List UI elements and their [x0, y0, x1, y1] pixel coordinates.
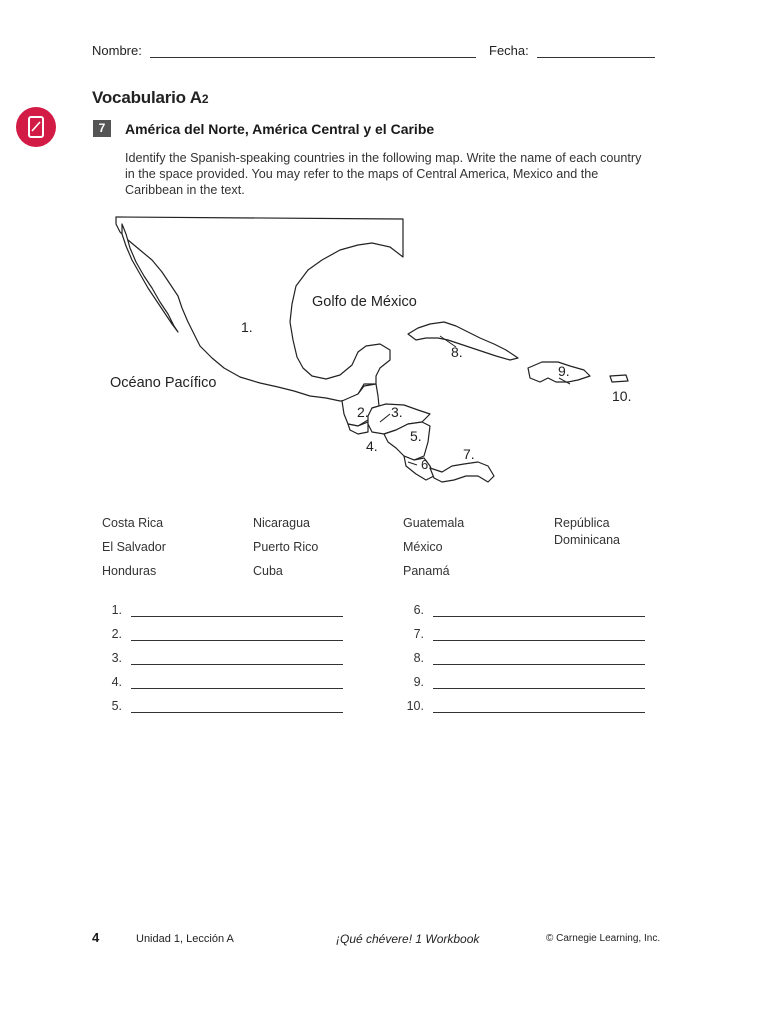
map-marker-6: 6. — [421, 457, 432, 472]
answer-number: 3. — [111, 651, 122, 665]
answer-line-5[interactable] — [131, 712, 343, 713]
answer-column-right — [398, 603, 648, 723]
map-marker-10: 10. — [612, 388, 632, 404]
word-bank-item: Dominicana — [554, 533, 621, 547]
answer-row — [398, 699, 648, 723]
activity-title: América del Norte, América Central y el Caribe — [125, 121, 435, 137]
word-bank-item: Nicaragua — [253, 516, 310, 530]
answer-line-3[interactable] — [131, 664, 343, 665]
activity-number: 7 — [93, 120, 111, 137]
word-bank-col-4 — [554, 516, 620, 550]
word-bank-item: Honduras — [102, 564, 157, 578]
section-title-sub: 2 — [201, 92, 209, 106]
answer-row — [96, 675, 346, 699]
tablet-badge — [16, 107, 56, 147]
answer-number: 8. — [413, 651, 424, 665]
answer-line-2[interactable] — [131, 640, 343, 641]
answer-row — [96, 651, 346, 675]
answer-number: 1. — [111, 603, 122, 617]
map-marker-5: 5. — [410, 428, 422, 444]
map-marker-8: 8. — [451, 344, 463, 360]
tablet-icon — [16, 107, 56, 147]
date-label: Fecha: — [489, 43, 529, 58]
answer-line-4[interactable] — [131, 688, 343, 689]
footer-book-title: ¡Qué chévere! 1 Workbook — [336, 932, 480, 946]
section-title — [92, 88, 208, 108]
word-bank-item: República — [554, 516, 610, 530]
answer-number: 10. — [406, 699, 424, 713]
answer-line-8[interactable] — [433, 664, 645, 665]
word-bank-item: Guatemala — [403, 516, 465, 530]
ocean-label: Océano Pacífico — [110, 375, 217, 391]
answer-line-9[interactable] — [433, 688, 645, 689]
word-bank-col-1 — [102, 516, 166, 588]
word-bank-item: El Salvador — [102, 540, 166, 554]
answer-number: 7. — [413, 627, 424, 641]
map-marker-9: 9. — [558, 363, 570, 379]
word-bank-item: Puerto Rico — [253, 540, 319, 554]
name-label: Nombre: — [92, 43, 142, 58]
activity-instructions: Identify the Spanish-speaking countries in the following map. Write the name of each country in the space provided. You may refer to the maps of Central America, Mexico and the Caribbean in the text. — [125, 151, 642, 197]
map-marker-4: 4. — [366, 438, 378, 454]
cuba-shape — [408, 322, 518, 360]
word-bank-col-2 — [253, 516, 318, 588]
map-marker-1: 1. — [241, 319, 253, 335]
answer-row — [398, 627, 648, 651]
word-bank-item: Cuba — [253, 564, 283, 578]
answer-line-10[interactable] — [433, 712, 645, 713]
section-title-main: Vocabulario A — [92, 88, 202, 107]
map-marker-3: 3. — [391, 404, 403, 420]
answer-row — [96, 627, 346, 651]
answer-line-6[interactable] — [433, 616, 645, 617]
gulf-label: Golfo de México — [312, 294, 417, 310]
word-bank-col-3 — [403, 516, 464, 588]
footer-copyright: © Carnegie Learning, Inc. — [546, 933, 661, 944]
page-number: 4 — [92, 930, 100, 945]
map — [100, 210, 640, 500]
map-marker-7: 7. — [463, 446, 475, 462]
answer-number: 2. — [111, 627, 122, 641]
panama-shape — [430, 462, 494, 482]
puertorico-shape — [610, 375, 628, 382]
word-bank-item: Panamá — [403, 564, 450, 578]
answer-number: 5. — [111, 699, 122, 713]
footer-unit: Unidad 1, Lección A — [136, 933, 234, 945]
answer-row — [398, 651, 648, 675]
answer-number: 6. — [413, 603, 424, 617]
name-field-line[interactable] — [150, 57, 476, 58]
answer-number: 9. — [413, 675, 424, 689]
answer-line-7[interactable] — [433, 640, 645, 641]
date-field-line[interactable] — [537, 57, 655, 58]
answer-column-left — [96, 603, 346, 723]
answer-row — [398, 675, 648, 699]
answer-row — [96, 603, 346, 627]
answer-line-1[interactable] — [131, 616, 343, 617]
word-bank-item: México — [403, 540, 443, 554]
map-marker-2: 2. — [357, 404, 369, 420]
word-bank-item: Costa Rica — [102, 516, 164, 530]
answer-number: 4. — [111, 675, 122, 689]
answer-row — [398, 603, 648, 627]
answer-row — [96, 699, 346, 723]
